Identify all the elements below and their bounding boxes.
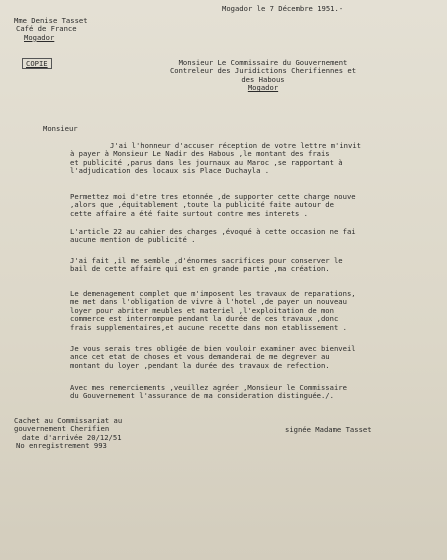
cachet-line-1: Cachet au Commissariat au — [14, 416, 123, 425]
copy-label — [22, 60, 52, 68]
cachet-arrival-date: date d'arrivée 20/12/51 — [22, 432, 122, 442]
paragraph-line: L'article 22 au cahier des charges ,évoqué à cette occasion ne fai — [70, 228, 356, 236]
paragraph-line: J'ai fait ,il me semble ,d'énormes sacrifices pour conserver le — [70, 257, 343, 265]
paragraph-line: du Gouvernement l'assurance de ma consideration distinguée./. — [70, 392, 334, 401]
paragraph-line: Avec mes remerciements ,veuillez agréer ,Monsieur le Commissaire — [70, 384, 347, 392]
paragraph-2 — [70, 193, 442, 218]
copy-label-text: COPIE — [22, 58, 52, 69]
recipient-city: Mogador — [247, 83, 279, 93]
paragraph-3 — [70, 228, 442, 245]
salutation: Monsieur — [43, 124, 78, 133]
paragraph-6 — [70, 345, 442, 370]
paragraph-line: Le demenagement complet que m'imposent les travaux de reparations, — [70, 290, 356, 298]
paragraph-line: me met dans l'obligation de vivre à l'hotel ,de payer un nouveau — [70, 298, 347, 307]
sender-business: Café de France — [16, 24, 77, 34]
paragraph-line: à payer à Monsieur Le Nadir des Habous ,le montant des frais — [70, 150, 330, 159]
paragraph-5 — [70, 290, 442, 332]
paragraph-line: bail de cette affaire qui est en grande partie ,ma création. — [70, 265, 330, 274]
sender-block — [14, 17, 88, 42]
paragraph-line: Permettez moi d'etre tres etonnée ,de supporter cette charge nouve — [70, 193, 356, 201]
recipient-line-1: Monsieur Le Commissaire du Gouvernement — [178, 58, 348, 67]
paragraph-1 — [70, 142, 442, 176]
paragraph-7 — [70, 384, 442, 401]
paragraph-line: commerce est interrompue pendant la durée de ces travaux ,donc — [70, 315, 339, 324]
paragraph-line: cette affaire a été faite surtout contre mes interets . — [70, 209, 308, 218]
place-date: Mogador le 7 Décembre 1951.- — [222, 4, 344, 13]
paragraph-line: frais supplementaires,et aucune recette dans mon etablissement . — [70, 323, 347, 332]
cachet-line-2: gouvernement Cherifien — [14, 424, 110, 434]
paragraph-line: ,alors que ,équitablement ,toute la publicité faite autour de — [70, 201, 334, 210]
sender-city: Mogador — [24, 32, 55, 42]
paragraph-line: et publicité ,parus dans les journaux au Maroc ,se rapportant à — [70, 158, 343, 167]
signature: signée Madame Tasset — [285, 425, 372, 434]
paragraph-line: l'adjudication des locaux sis Place Duchayla . — [70, 167, 270, 176]
paragraph-line: aucune mention de publicité . — [70, 236, 196, 245]
paragraph-line: montant du loyer ,pendant la durée des travaux de refection. — [70, 361, 330, 370]
sender-name: Mme Denise Tasset — [14, 16, 88, 25]
recipient-line-3: des Habous — [241, 74, 285, 84]
paragraph-4 — [70, 257, 442, 274]
paragraph-line: J'ai l'honneur d'accuser réception de votre lettre m'invit — [110, 142, 361, 150]
paragraph-line: ance cet etat de choses et vous demanderai de me degrever au — [70, 353, 330, 362]
paragraph-line: Je vous serais tres obligée de bien vouloir examiner avec bienveil — [70, 345, 356, 353]
cachet-block — [14, 417, 122, 451]
paragraph-line: loyer pour abriter meubles et materiel ,l'exploitation de mon — [70, 306, 334, 315]
recipient-line-2: Contreleur des Juridictions Cherifiennes et — [169, 66, 357, 76]
cachet-registration-number: No enregistrement 993 — [16, 441, 107, 451]
recipient-block — [118, 59, 408, 93]
